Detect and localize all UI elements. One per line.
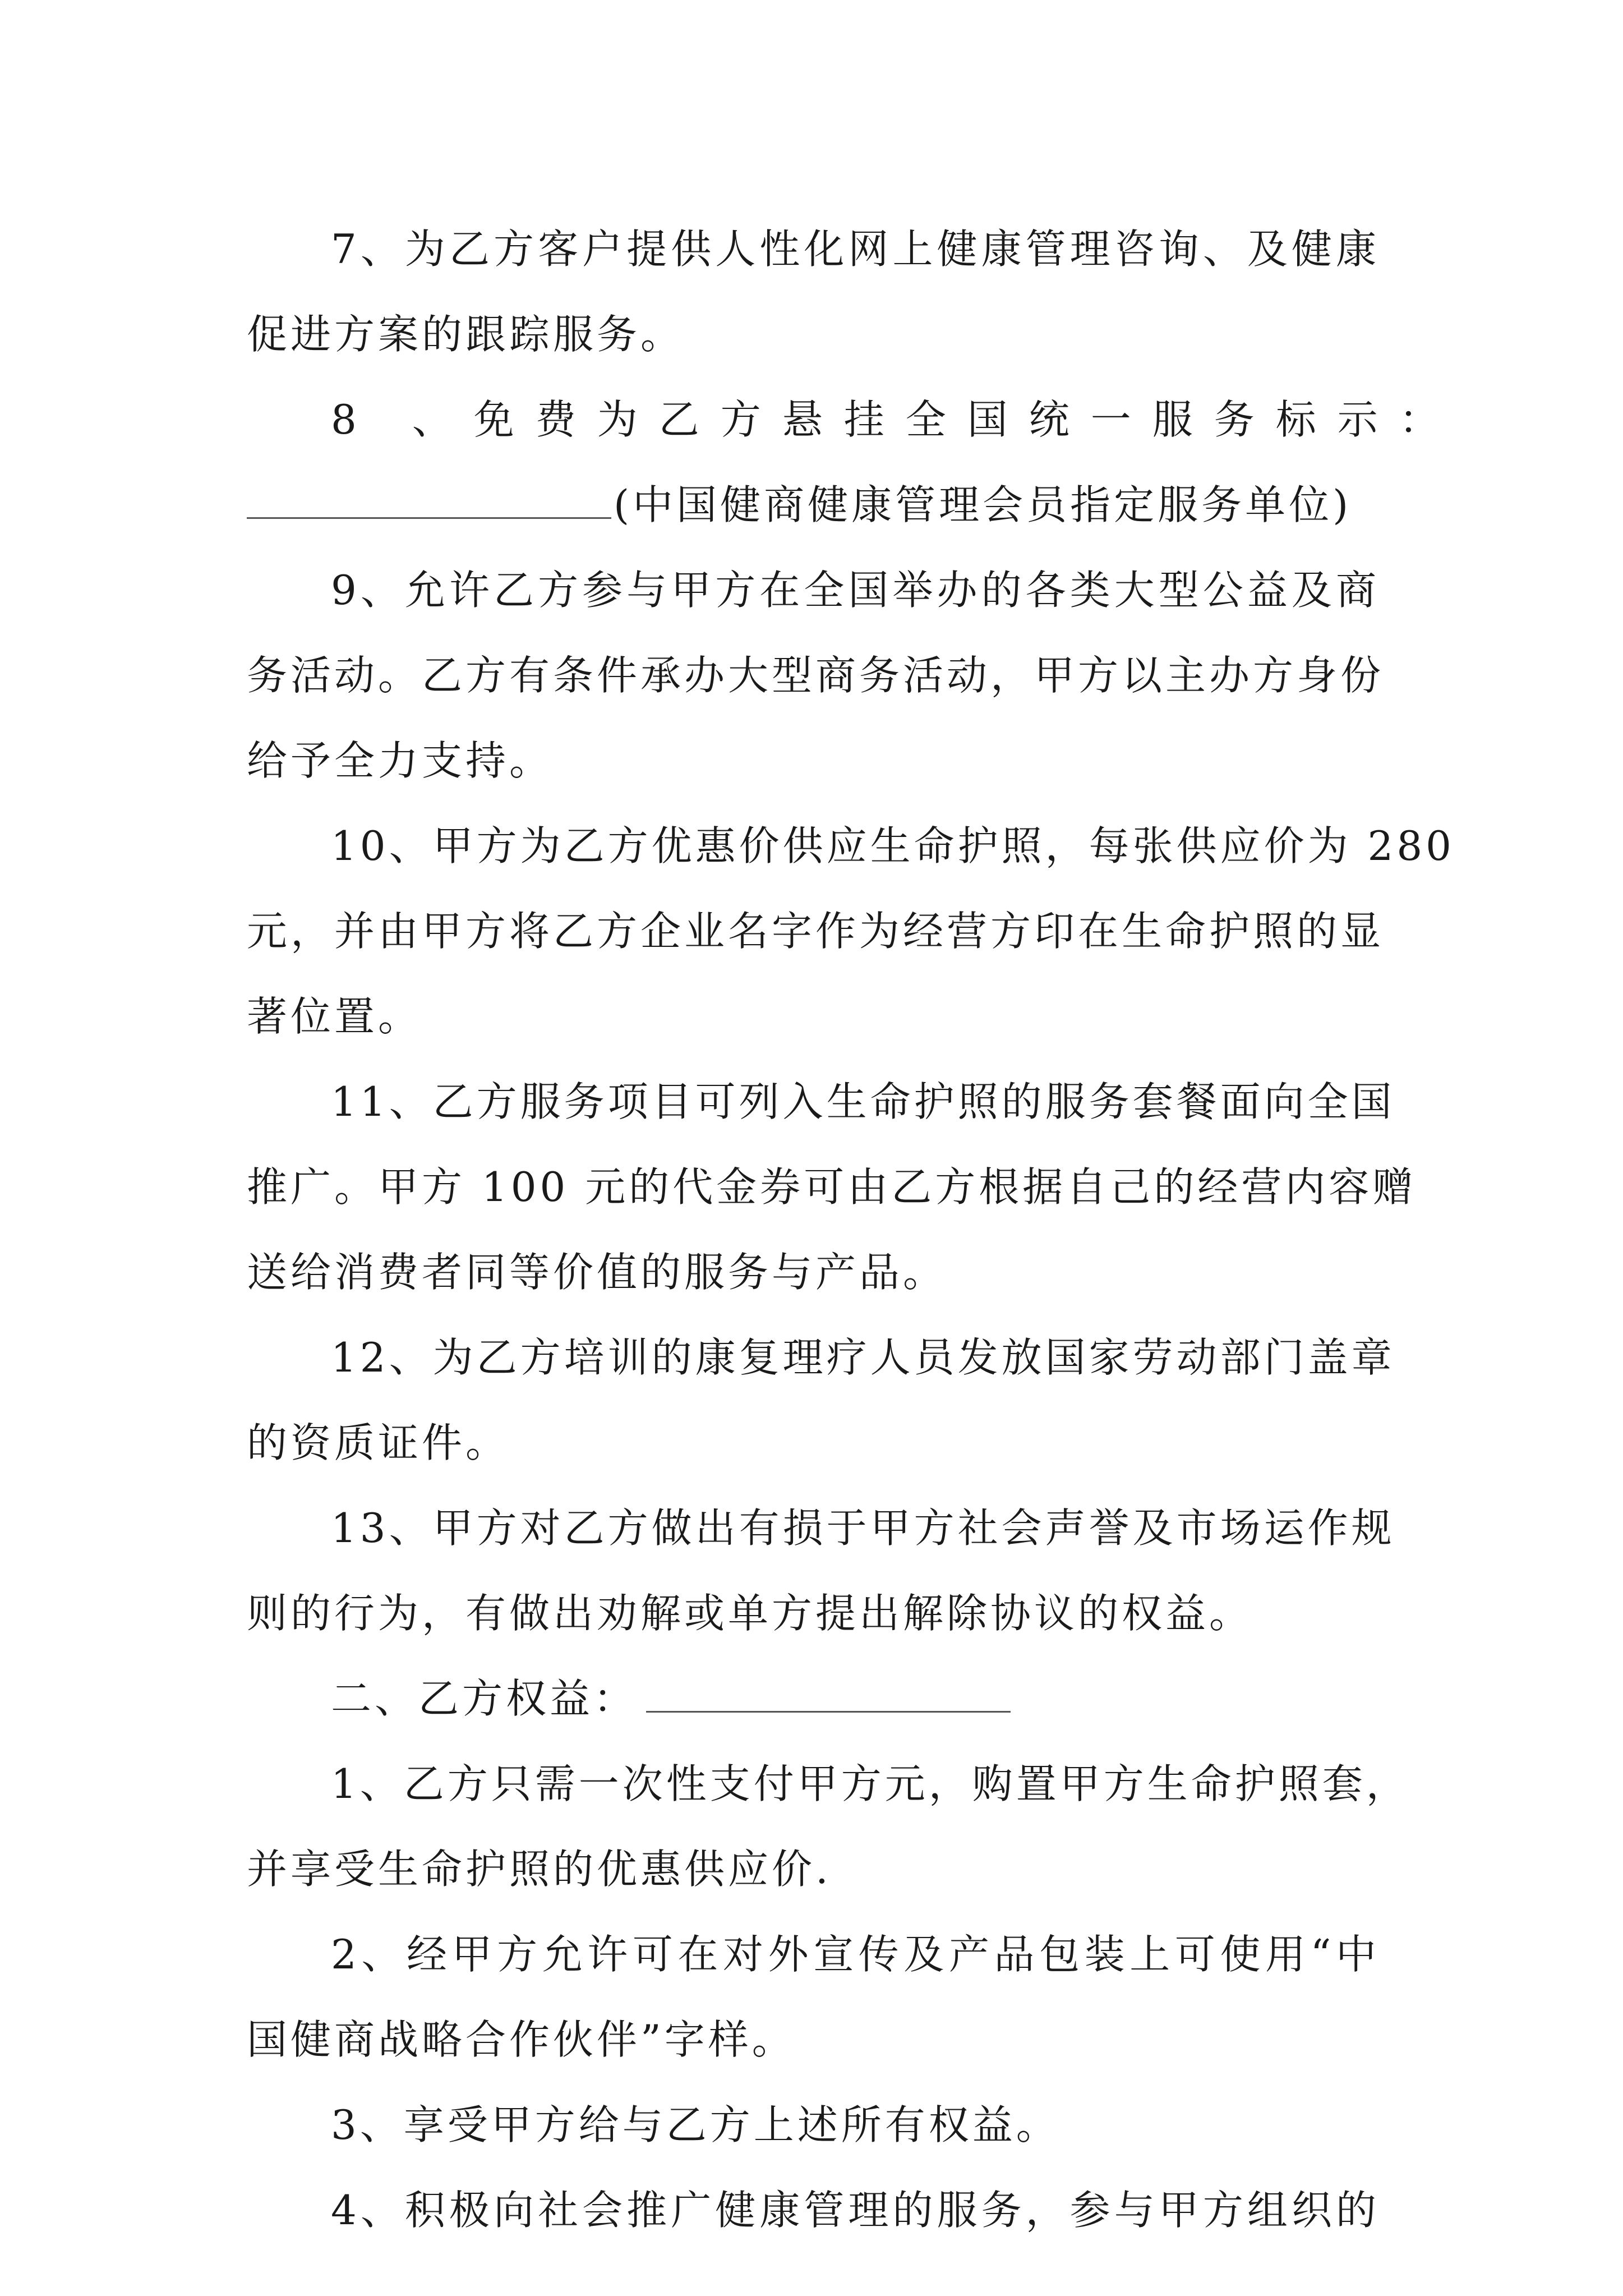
paragraph-line: 著位置。 (247, 993, 422, 1040)
paragraph-line: 1、乙方只需一次性支付甲方元，购置甲方生命护照套， (331, 1760, 1410, 1807)
paragraph-line: 4、积极向社会推广健康管理的服务，参与甲方组织的 (331, 2187, 1380, 2234)
section-heading-line (247, 1656, 1380, 1741)
paragraph-line: 9、允许乙方参与甲方在全国举办的各类大型公益及商 (331, 567, 1380, 614)
paragraph-line: 国健商战略合作伙伴”字样。 (247, 2016, 796, 2063)
fill-in-blank (646, 1710, 1011, 1713)
paragraph-line: 10、甲方为乙方优惠价供应生命护照，每张供应价为 280 (331, 822, 1455, 869)
paragraph-line: 并享受生命护照的优惠供应价. (247, 1846, 832, 1893)
paragraph-line: 则的行为，有做出劝解或单方提出解除协议的权益。 (247, 1590, 1253, 1637)
fill-in-blank (247, 516, 611, 519)
paragraph-line: 7、为乙方客户提供人性化网上健康管理咨询、及健康 (331, 226, 1380, 273)
paragraph-line: 11、乙方服务项目可列入生命护照的服务套餐面向全国 (331, 1078, 1395, 1125)
paragraph-line: 促进方案的跟踪服务。 (247, 311, 685, 358)
paragraph-line: 元，并由甲方将乙方企业名字作为经营方印在生命护照的显 (247, 908, 1385, 955)
paragraph-line: 推广。甲方 100 元的代金券可由乙方根据自己的经营内容赠 (247, 1163, 1417, 1211)
document-page (247, 206, 1461, 2253)
paragraph-line: 12、为乙方培训的康复理疗人员发放国家劳动部门盖章 (331, 1334, 1395, 1381)
paragraph-line: 2、经甲方允许可在对外宣传及产品包装上可使用“中 (331, 1931, 1380, 1978)
section-heading: 二、乙方权益： (331, 1675, 638, 1722)
paragraph-line: 给予全力支持。 (247, 737, 554, 784)
paragraph-line-with-blank (247, 462, 1380, 547)
paragraph-line: 送给消费者同等价值的服务与产品。 (247, 1249, 947, 1296)
paragraph-line: 13、甲方对乙方做出有损于甲方社会声誉及市场运作规 (331, 1504, 1395, 1552)
paragraph-line: 8 、免费为乙方悬挂全国统一服务标示： (331, 396, 1461, 443)
paragraph-text: (中国健商健康管理会员指定服务单位) (614, 481, 1352, 528)
paragraph-line: 3、享受甲方给与乙方上述所有权益。 (331, 2101, 1060, 2148)
paragraph-line: 的资质证件。 (247, 1419, 510, 1466)
paragraph-line: 务活动。乙方有条件承办大型商务活动，甲方以主办方身份 (247, 652, 1385, 699)
